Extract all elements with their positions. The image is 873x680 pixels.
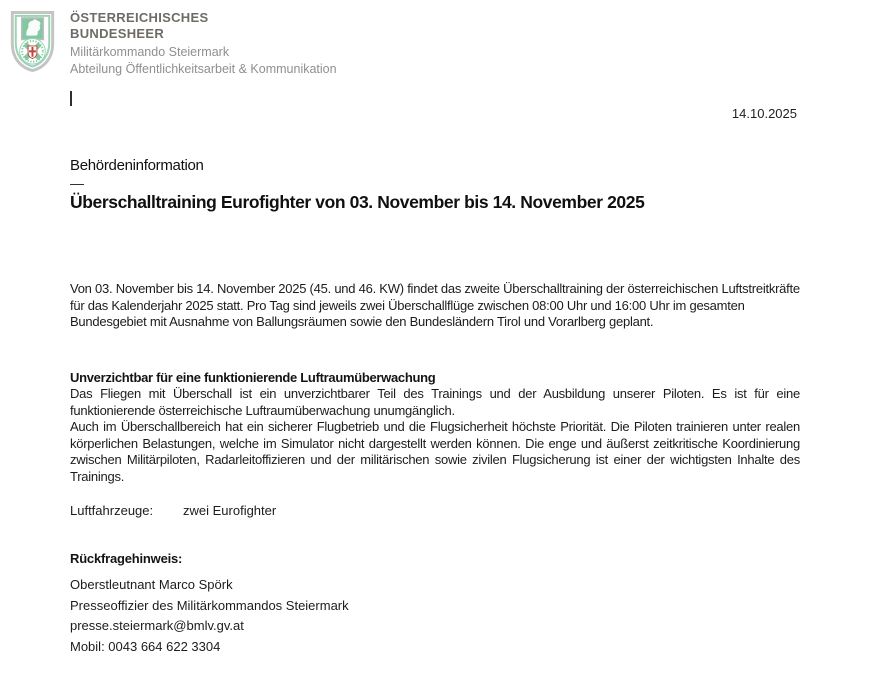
contact-email: presse.steiermark@bmlv.gv.at	[70, 618, 244, 633]
aircraft-value: zwei Eurofighter	[183, 503, 277, 518]
contact-heading: Rückfragehinweis:	[70, 551, 183, 566]
contact-phone: Mobil: 0043 664 622 3304	[70, 638, 221, 654]
org-name-line1: ÖSTERREICHISCHES	[70, 10, 209, 25]
document-date: 14.10.2025	[731, 106, 797, 121]
page-title: Überschalltraining Eurofighter von 03. November bis 14. November 2025	[70, 192, 645, 212]
letterhead	[70, 10, 337, 77]
aircraft-line	[70, 503, 276, 518]
contact-person: Oberstleutnant Marco Spörk	[70, 577, 233, 592]
paragraph-details	[70, 386, 800, 485]
document-kicker: Behördeninformation	[70, 157, 204, 174]
org-unit: Militärkommando Steiermark	[70, 45, 230, 59]
org-department: Abteilung Öffentlichkeitsarbeit & Kommunikation	[70, 61, 337, 76]
aircraft-label: Luftfahrzeuge:	[70, 503, 154, 518]
paragraph-intro: Von 03. November bis 14. November 2025 (45. und 46. KW) findet das zweite Überschalltraining der österreichischen Luftstreitkräfte für das Kalenderjahr 2025 statt. Pro Tag sind jeweils zwei Überschallflüge zwischen 08:00 Uhr und 16:00 Uhr im gesamten Bundesgebiet mit Ausnahme von Ballungsräumen sowie den Bundesländern Tirol und Vorarlberg geplant.	[70, 281, 800, 329]
paragraph-details-1: Das Fliegen mit Überschall ist ein unverzichtbarer Teil des Trainings und der Ausbildung unserer Piloten. Es ist für eine funktionierende österreichische Luftraumüberwachung unumgänglich.	[70, 386, 800, 418]
title-separator-dash: —	[70, 175, 84, 191]
org-name-line2: BUNDESHEER	[70, 26, 165, 41]
text-cursor[interactable]	[70, 91, 72, 106]
bundesheer-crest-icon	[8, 10, 57, 73]
contact-block	[70, 575, 349, 657]
paragraph-details-2: Auch im Überschallbereich hat ein sicherer Flugbetrieb und die Flugsicherheit höchste Priorität. Die Piloten trainieren unter realen körperlichen Belastungen, welche im Simulator nicht dargestellt werden können. Die enge und äußerst zeitkritische Koordinierung zwischen Militärpiloten, Radarleitoffizieren und der militärischen sowie zivilen Flugsicherung ist einer der wichtigsten Inhalte des Trainings.	[70, 419, 800, 484]
contact-role: Presseoffizier des Militärkommandos Steiermark	[70, 597, 349, 613]
section-subheading: Unverzichtbar für eine funktionierende Luftraumüberwachung	[70, 370, 436, 385]
